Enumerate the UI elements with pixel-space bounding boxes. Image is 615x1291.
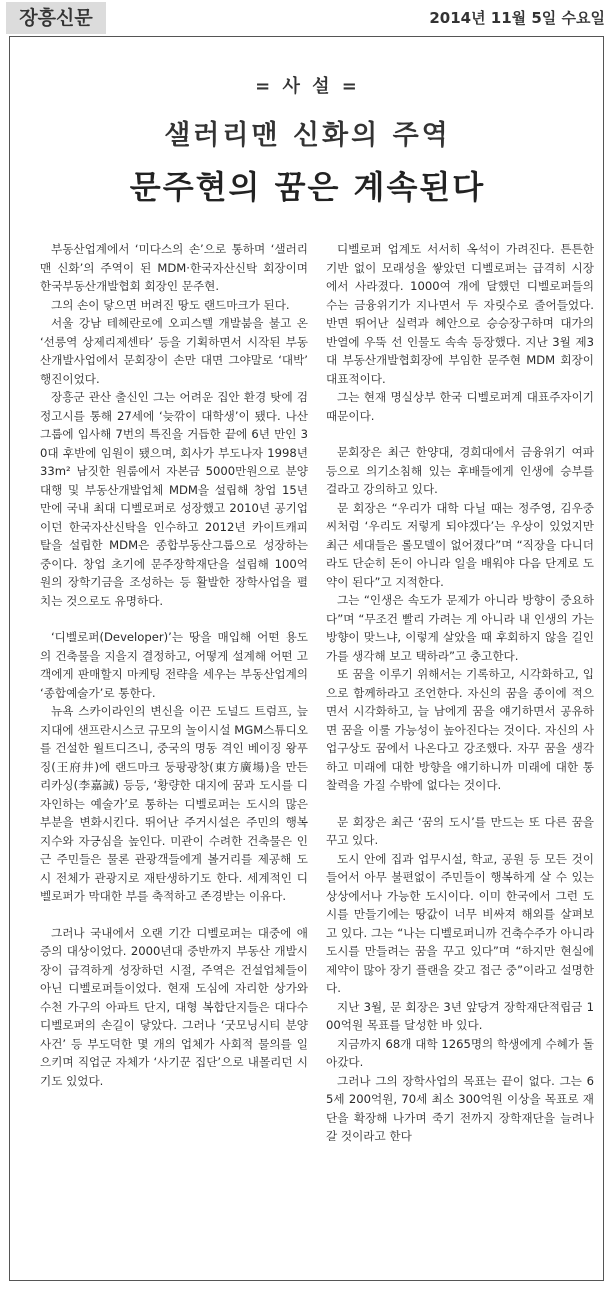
article-paragraph: 문회장은 최근 한양대, 경희대에서 금융위기 여파 등으로 의기소침해 있는 후배들에게 인생에 승부를 걸라고 강의하고 있다. bbox=[326, 445, 594, 496]
section-kicker: = 사 설 = bbox=[255, 76, 360, 97]
article-paragraph: 지금까지 68개 대학 1265명의 학생에게 수혜가 돌아갔다. bbox=[326, 1036, 594, 1069]
article-paragraph: 또 꿈을 이루기 위해서는 기록하고, 시각화하고, 입으로 함께하라고 조언한다. 자신의 꿈을 종이에 적으면서 시각화하고, 늘 남에게 꿈을 얘기하면서 공유하면 꿈을 이룰 가능성이 높아진다는 것이다. 자신의 사업구상도 꿈에서 나온다고 강조했다. 자꾸 꿈을 생각하고 미래에 대한 방향을 얘기하니까 미래에 대한 통찰력을 가질 수밖에 없다는 것이다. bbox=[326, 667, 594, 792]
right-text-column bbox=[326, 240, 594, 1146]
article-paragraph: 문 회장은 최근 ‘꿈의 도시’를 만드는 또 다른 꿈을 꾸고 있다. bbox=[326, 814, 594, 847]
article-paragraph: 그는 “인생은 속도가 문제가 아니라 방향이 중요하다”며 “무조건 빨리 가려는 게 아니라 내 인생의 가는 방향이 맞느냐, 이렇게 살았을 때 후회하지 않을 길인가를 생각해 보고 택하라”고 충고한다. bbox=[326, 593, 594, 663]
top-bar bbox=[0, 0, 615, 36]
article-paragraph: 그의 손이 닿으면 버려진 땅도 랜드마크가 된다. bbox=[51, 297, 290, 312]
left-text-column bbox=[40, 240, 308, 1090]
article-paragraph: 문 회장은 “우리가 대학 다닐 때는 정주영, 김우중 씨처럼 ‘우리도 저렇게 되야겠다’는 우상이 있었지만 최근 세대들은 롤모델이 없어졌다”며 “직장을 다니더라도 단순히 돈이 아니라 일을 배워야 다음 단계로 도약이 된다”고 지적한다. bbox=[326, 500, 594, 589]
article-paragraph: 그러나 국내에서 오랜 기간 디벨로퍼는 대중에 애증의 대상이었다. 2000년대 중반까지 부동산 개발시장이 급격하게 성장하던 시절, 주역은 건설업체들이 아닌 디벨로퍼들이었다. 현재 도심에 자리한 상가와 수천 가구의 아파트 단지, 대형 복합단지들은 대다수 디벨로퍼의 손길이 닿았다. 그러나 ‘굿모닝시티 분양사건’ 등 부도덕한 몇 개의 업체가 사회적 물의를 일으키며 직업군 자체가 ‘사기꾼 집단’으로 내몰리던 시기도 있었다. bbox=[40, 925, 308, 1088]
article-paragraph: 장흥군 관산 출신인 그는 어려운 집안 환경 탓에 검정고시를 통해 27세에 ‘늦깎이 대학생’이 됐다. 나산그룹에 입사해 7번의 특진을 거듭한 끝에 6년 만인 30대 후반에 임원이 됐으며, 회사가 부도나자 1998년 33m² 남짓한 원룸에서 자본금 5000만원으로 분양 대행 및 부동산개발업체 MDM을 설립해 창업 15년 만에 국내 최대 디벨로퍼로 성장했고 2010년 공기업이던 한국자산신탁을 인수하고 2012년 카이트캐피탈을 설립한 MDM은 종합부동산그룹으로 성장하는 중이다. 창업 초기에 문주장학재단을 설립해 100억 원의 장학기금을 조성하는 등 활발한 장학사업을 펼치는 것으로도 유명하다. bbox=[40, 390, 308, 608]
article-paragraph: 지난 3월, 문 회장은 3년 앞당겨 장학재단적립금 100억원 목표를 달성한 바 있다. bbox=[326, 999, 594, 1032]
article-paragraph: 뉴욕 스카이라인의 변신을 이끈 도널드 트럼프, 늪지대에 샌프란시스코 규모의 놀이시설 MGM스튜디오를 건설한 월트디즈니, 중국의 명동 격인 베이징 왕푸징(王府井)에 랜드마크 둥팡광창(東方廣場)을 만든 리카싱(李嘉誠) 등등, ‘황량한 대지에 꿈과 도시를 디자인하는 예술가’로 통하는 디벨로퍼는 도시의 많은 부분을 변화시킨다. 뛰어난 주거시설은 주민의 행복지수와 자긍심을 높인다. 미관이 수려한 건축물은 인근 주민들은 물론 관광객들에게 볼거리를 제공해 도시 전체가 관광지로 재탄생하기도 한다. 세계적인 디벨로퍼가 막대한 부를 축적하고 존경받는 이유다. bbox=[40, 704, 308, 903]
article-paragraph: 그러나 그의 장학사업의 목표는 끝이 없다. 그는 65세 200억원, 70세 최소 300억원 이상을 목표로 재단을 확장해 나가며 죽기 전까지 장학재단을 늘려나갈 것이라고 한다 bbox=[326, 1073, 594, 1143]
headline-line-1: 샐러리맨 신화의 주역 bbox=[164, 120, 451, 151]
article-paragraph: 그는 현재 명실상부 한국 디벨로퍼계 대표주자이기 때문이다. bbox=[326, 390, 594, 423]
article-paragraph: ‘디벨로퍼(Developer)’는 땅을 매입해 어떤 용도의 건축물을 지을지 결정하고, 어떻게 설계해 어떤 고객에게 판매할지 마케팅 전략을 세우는 부동산업계의 ‘종합예술가’로 통한다. bbox=[40, 630, 308, 700]
publication-date: 2014년 11월 5일 수요일 bbox=[429, 9, 605, 27]
newspaper-masthead: 장흥신문 bbox=[6, 2, 106, 34]
article-paragraph: 도시 안에 집과 업무시설, 학교, 공원 등 모든 것이 들어서 아무 불편없이 주민들이 행복하게 살 수 있는 상상에서나 가능한 도시이다. 이미 한국에서 그런 도시를 만들기에는 땅값이 너무 비싸져 해외를 살펴보고 있다. 그는 “나는 디벨로퍼니까 건축수주가 아니라 도시를 만들려는 꿈을 꾸고 있다”며 “하지만 현실에 제약이 많아 장기 플랜을 갖고 접근 중”이라고 설명한다. bbox=[326, 851, 594, 995]
headline-line-2: 문주현의 꿈은 계속된다 bbox=[129, 168, 486, 206]
article-paragraph: 서울 강남 테헤란로에 오피스텔 개발붐을 불고 온 ‘선릉역 상제리제센타’ 등을 기획하면서 시작된 부동산개발사업에서 문회장이 손만 대면 그야말로 ‘대박’ 행진이었다. bbox=[40, 316, 308, 386]
article-paragraph: 부동산업계에서 ‘미다스의 손’으로 통하며 ‘샐러리맨 신화’의 주역이 된 MDM·한국자산신탁 회장이며 한국부동산개발협회 회장인 문주현. bbox=[40, 242, 308, 293]
article-paragraph: 디벨로퍼 업계도 서서히 옥석이 가려진다. 튼튼한 기반 없이 모래성을 쌓았던 디벨로퍼는 급격히 시장에서 사라졌다. 1000여 개에 달했던 디벨로퍼들의 수는 금융위기가 지나면서 두 자릿수로 줄어들었다. 반면 뛰어난 실력과 혜안으로 승승장구하며 대가의 반열에 우뚝 선 인물도 속속 등장했다. 지난 3월 제3대 부동산개발협회장에 부임한 문주현 MDM 회장이 대표적이다. bbox=[326, 242, 594, 386]
